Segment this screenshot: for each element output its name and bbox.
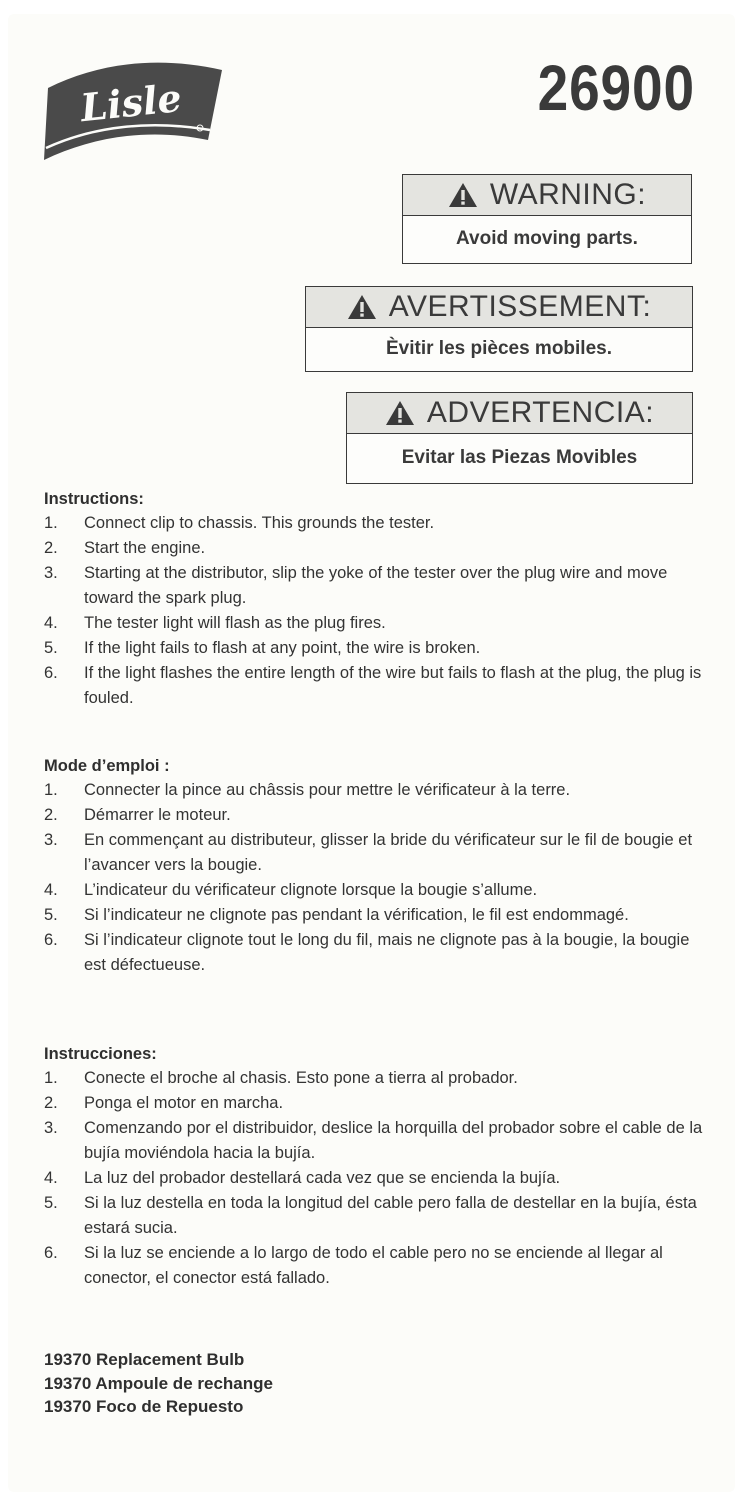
step-number: 4. bbox=[44, 1169, 58, 1187]
replacement-part-line: 19370 Ampoule de rechange bbox=[44, 1373, 273, 1393]
list-item bbox=[44, 611, 709, 636]
instructions-french bbox=[44, 757, 709, 978]
warning-header bbox=[306, 287, 692, 328]
list-item bbox=[44, 1091, 709, 1116]
warning-box-french bbox=[305, 286, 693, 372]
step-text: If the light flashes the entire length of the wire but fails to flash at the plug, the plug is fouled. bbox=[84, 664, 702, 707]
svg-text:Lisle: Lisle bbox=[78, 74, 184, 131]
list-item bbox=[44, 1191, 709, 1241]
step-text: L’indicateur du vérificateur clignote lorsque la bougie s’allume. bbox=[84, 881, 538, 899]
step-number: 2. bbox=[44, 806, 58, 824]
warning-triangle-icon bbox=[385, 400, 415, 426]
step-number: 4. bbox=[44, 881, 58, 899]
step-number: 3. bbox=[44, 831, 58, 849]
warning-text: Èvitir les pièces mobiles. bbox=[386, 338, 612, 359]
step-text: Start the engine. bbox=[84, 539, 206, 557]
step-number: 5. bbox=[44, 1194, 58, 1212]
step-text: Conecte el broche al chasis. Esto pone a tierra al probador. bbox=[84, 1069, 518, 1087]
warning-text: Evitar las Piezas Movibles bbox=[401, 447, 638, 468]
step-text: Connect clip to chassis. This grounds the tester. bbox=[84, 514, 435, 532]
instruction-list bbox=[44, 1066, 709, 1291]
warning-triangle-icon bbox=[347, 294, 377, 320]
replacement-part-line: 19370 Replacement Bulb bbox=[44, 1350, 245, 1369]
warning-title: ADVERTENCIA: bbox=[426, 396, 655, 429]
instruction-list bbox=[44, 511, 709, 711]
instruction-list bbox=[44, 778, 709, 978]
step-number: 2. bbox=[44, 539, 58, 557]
step-number: 1. bbox=[44, 514, 58, 532]
list-item bbox=[44, 511, 709, 536]
instructions-spanish bbox=[44, 1045, 709, 1291]
step-text: Si la luz destella en toda la longitud del cable pero falla de destellar en la bujía, ésta estará sucia. bbox=[84, 1194, 697, 1237]
warning-title: AVERTISSEMENT: bbox=[388, 290, 652, 323]
list-item bbox=[44, 928, 709, 978]
step-number: 6. bbox=[44, 664, 58, 682]
step-text: The tester light will flash as the plug fires. bbox=[84, 614, 386, 632]
step-text: Connecter la pince au châssis pour mettre le vérificateur à la terre. bbox=[84, 781, 571, 799]
list-item bbox=[44, 903, 709, 928]
warning-title: WARNING: bbox=[489, 178, 647, 211]
step-text: Comenzando por el distribuidor, deslice la horquilla del probador sobre el cable de la bujía moviéndola hacia la bujía. bbox=[84, 1119, 703, 1162]
step-text: If the light fails to flash at any point, the wire is broken. bbox=[84, 639, 481, 657]
step-text: Démarrer le moteur. bbox=[84, 806, 231, 824]
step-number: 6. bbox=[44, 1244, 58, 1262]
warning-text: Avoid moving parts. bbox=[456, 228, 638, 249]
part-number: 26900 bbox=[537, 52, 695, 124]
lisle-logo bbox=[40, 52, 226, 164]
warning-triangle-icon bbox=[448, 182, 478, 208]
step-text: En commençant au distributeur, glisser la bride du vérificateur sur le fil de bougie et l’avancer vers la bougie. bbox=[84, 831, 693, 874]
step-number: 3. bbox=[44, 564, 58, 582]
step-text: Si l’indicateur ne clignote pas pendant la vérification, le fil est endommagé. bbox=[84, 906, 629, 924]
list-item bbox=[44, 1116, 709, 1166]
warning-box-spanish bbox=[346, 392, 693, 484]
warning-header bbox=[403, 175, 691, 216]
instructions-english bbox=[44, 490, 709, 711]
step-text: Starting at the distributor, slip the yoke of the tester over the plug wire and move toward the spark plug. bbox=[84, 564, 668, 607]
step-text: Ponga el motor en marcha. bbox=[84, 1094, 284, 1112]
replacement-parts bbox=[44, 1348, 273, 1419]
step-number: 5. bbox=[44, 639, 58, 657]
list-item bbox=[44, 828, 709, 878]
warning-header bbox=[347, 393, 692, 434]
list-item bbox=[44, 778, 709, 803]
warning-box-english bbox=[402, 174, 692, 264]
step-text: La luz del probador destellará cada vez que se encienda la bujía. bbox=[84, 1169, 561, 1187]
section-heading: Instrucciones: bbox=[44, 1045, 157, 1063]
list-item bbox=[44, 1241, 709, 1291]
list-item bbox=[44, 878, 709, 903]
step-number: 2. bbox=[44, 1094, 58, 1112]
list-item bbox=[44, 1066, 709, 1091]
step-number: 5. bbox=[44, 906, 58, 924]
step-number: 1. bbox=[44, 781, 58, 799]
list-item bbox=[44, 1166, 709, 1191]
list-item bbox=[44, 561, 709, 611]
list-item bbox=[44, 536, 709, 561]
replacement-part-line: 19370 Foco de Repuesto bbox=[44, 1397, 244, 1416]
step-number: 6. bbox=[44, 931, 58, 949]
list-item bbox=[44, 661, 709, 711]
step-text: Si la luz se enciende a lo largo de todo el cable pero no se enciende al llegar al conector, el conector está fallado. bbox=[84, 1244, 663, 1287]
section-heading: Mode d’emploi : bbox=[44, 757, 170, 775]
section-heading: Instructions: bbox=[44, 490, 144, 508]
list-item bbox=[44, 636, 709, 661]
step-number: 1. bbox=[44, 1069, 58, 1087]
list-item bbox=[44, 803, 709, 828]
step-number: 3. bbox=[44, 1119, 58, 1137]
step-number: 4. bbox=[44, 614, 58, 632]
step-text: Si l’indicateur clignote tout le long du fil, mais ne clignote pas à la bougie, la bougie est défectueuse. bbox=[84, 931, 690, 974]
